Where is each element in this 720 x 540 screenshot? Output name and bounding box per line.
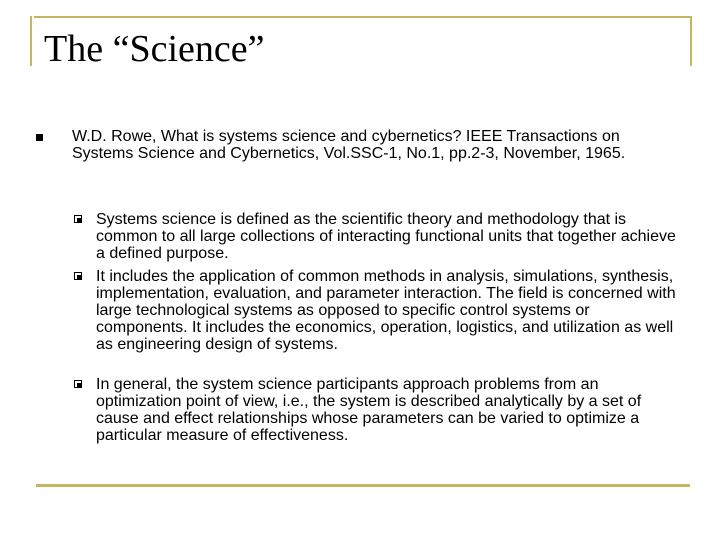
left-rule (30, 16, 32, 66)
sub-bullet-text: In general, the system science participants approach problems from an optimization point of view, i.e., the system is described analytically by a set of cause and effect relationships whose parameters can be varied to optimize a particular measure of effectiveness. (96, 376, 642, 444)
bottom-rule (36, 484, 690, 487)
checkbox-bullet-icon (74, 272, 82, 280)
checkbox-bullet-icon (74, 380, 82, 388)
main-bullet-text: W.D. Rowe, What is systems science and cybernetics? IEEE Transactions on Systems Science and Cybernetics, Vol.SSC-1, No.1, pp.2-3, November, 1965. (72, 128, 626, 162)
top-rule (34, 16, 690, 18)
sub-bullet-item (74, 376, 684, 444)
main-bullet-item (36, 128, 656, 162)
square-bullet-icon (36, 134, 43, 141)
sub-bullet-text: It includes the application of common methods in analysis, simulations, synthesis, implementation, evaluation, and parameter interaction. The field is concerned with large technological systems as opposed to specific control systems or components. It includes the economics, operation, logistics, and utilization as well as engineering design of systems. (96, 268, 676, 353)
sub-bullet-item (74, 268, 684, 353)
sub-bullet-item (74, 211, 684, 262)
checkbox-bullet-icon (74, 215, 82, 223)
sub-bullet-text: Systems science is defined as the scientific theory and methodology that is common to all large collections of interacting functional units that together achieve a defined purpose. (96, 211, 676, 262)
slide-title: The “Science” (44, 28, 265, 70)
right-rule (690, 16, 692, 66)
